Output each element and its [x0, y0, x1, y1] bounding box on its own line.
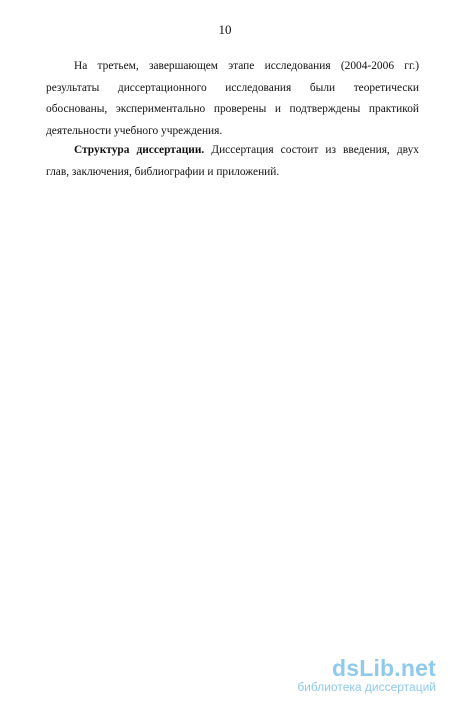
bold-heading: Структура диссертации. — [74, 144, 205, 156]
paragraph-line: деятельности учебного учреждения. — [46, 124, 223, 137]
paragraph-line: На третьем, завершающем этапе исследования (2004-2006 гг.) — [74, 60, 419, 72]
watermark-logo: dsLib.net — [331, 655, 436, 681]
paragraph-line — [46, 140, 419, 162]
paragraph-line-rest: Диссертация состоит из введения, двух — [204, 144, 419, 156]
page-number: 10 — [218, 22, 232, 37]
paragraph-research-stage — [46, 56, 419, 142]
paragraph-line: обоснованы, экспериментально проверены и подтверждены практикой — [46, 103, 419, 115]
watermark-tagline: библиотека диссертаций — [297, 680, 436, 694]
paragraph-dissertation-structure — [46, 140, 419, 183]
paragraph-line: результаты диссертационного исследования были теоретически — [46, 81, 419, 94]
dslib-watermark — [236, 656, 436, 694]
paragraph-line: глав, заключения, библиографии и приложений. — [46, 165, 280, 178]
